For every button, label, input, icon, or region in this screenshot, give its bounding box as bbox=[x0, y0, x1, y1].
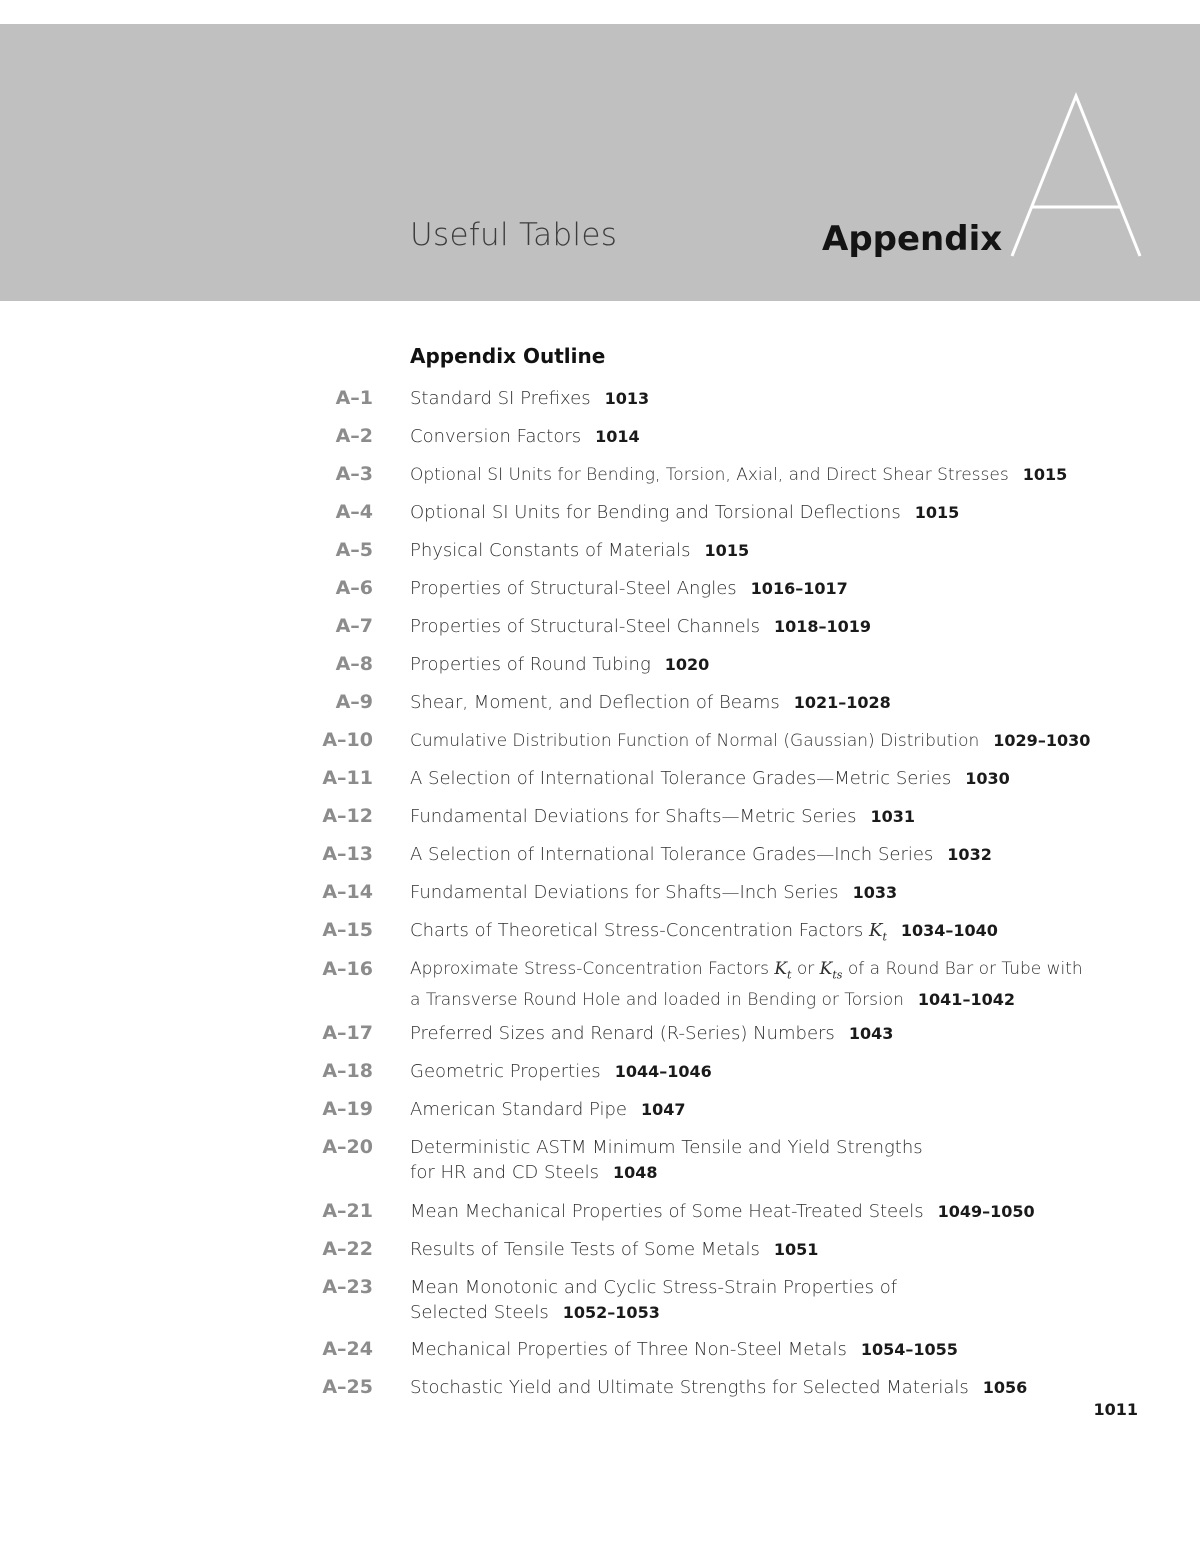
entry-page-ref: 1018–1019 bbox=[773, 617, 872, 636]
entry-title: Preferred Sizes and Renard (R-Series) Numbers 1043 bbox=[410, 1023, 894, 1044]
entry-title: Conversion Factors 1014 bbox=[410, 426, 640, 447]
entry-page-ref: 1016–1017 bbox=[750, 579, 848, 598]
entry-number: A–19 bbox=[322, 1098, 373, 1120]
entry-page-ref: 1031 bbox=[870, 807, 916, 826]
entry-number: A–15 bbox=[322, 919, 373, 941]
entry-page-ref: 1015 bbox=[704, 541, 750, 560]
entry-number: A–10 bbox=[322, 729, 373, 751]
entry-title: Properties of Structural-Steel Channels 1018–1019 bbox=[410, 616, 872, 637]
entry-number: A–1 bbox=[335, 387, 373, 409]
stress-factor-symbol: $K_t$ bbox=[774, 959, 792, 982]
entry-title: Mean Monotonic and Cyclic Stress-Strain Properties of Selected Steels 1052–1053 bbox=[410, 1277, 898, 1323]
entry-number: A–4 bbox=[335, 501, 373, 523]
entry-title: Approximate Stress-Concentration Factors $K_t$ or $K_{ts}$ of a Round Bar or Tube with a Transverse Round Hole and loaded in Bending or Torsion 1041–1042 bbox=[410, 959, 1083, 1011]
appendix-subtitle: Useful Tables bbox=[410, 217, 618, 253]
stress-factor-symbol: $K_t$ bbox=[869, 920, 887, 944]
entry-page-ref: 1054–1055 bbox=[860, 1340, 958, 1359]
entry-page-ref: 1052–1053 bbox=[562, 1303, 660, 1322]
entry-page-ref: 1034–1040 bbox=[900, 921, 998, 940]
entry-title: American Standard Pipe 1047 bbox=[410, 1099, 686, 1120]
entry-number: A–9 bbox=[335, 691, 373, 713]
entry-title: Deterministic ASTM Minimum Tensile and Yield Strengths for HR and CD Steels 1048 bbox=[410, 1137, 923, 1183]
entry-page-ref: 1014 bbox=[595, 427, 640, 446]
entry-page-ref: 1033 bbox=[852, 883, 898, 902]
entry-number: A–20 bbox=[322, 1136, 373, 1158]
entry-page-ref: 1051 bbox=[773, 1240, 819, 1259]
entry-number: A–17 bbox=[322, 1022, 373, 1044]
entry-number: A–7 bbox=[335, 615, 373, 637]
entry-number: A–21 bbox=[322, 1200, 373, 1222]
entry-number: A–6 bbox=[335, 577, 373, 599]
entry-title: Stochastic Yield and Ultimate Strengths for Selected Materials 1056 bbox=[410, 1377, 1028, 1398]
entry-title: Optional SI Units for Bending, Torsion, Axial, and Direct Shear Stresses 1015 bbox=[410, 465, 1068, 485]
entry-page-ref: 1041–1042 bbox=[917, 990, 1015, 1010]
entry-number: A–25 bbox=[322, 1376, 373, 1398]
entry-page-ref: 1047 bbox=[640, 1100, 686, 1119]
page-number: 1011 bbox=[1093, 1400, 1138, 1419]
entry-title: Properties of Round Tubing 1020 bbox=[410, 654, 710, 675]
entry-title: Cumulative Distribution Function of Normal (Gaussian) Distribution 1029–1030 bbox=[410, 731, 1091, 751]
entry-page-ref: 1015 bbox=[1022, 465, 1068, 484]
entry-page-ref: 1032 bbox=[947, 845, 992, 864]
entry-title: Results of Tensile Tests of Some Metals 1051 bbox=[410, 1239, 819, 1260]
entry-page-ref: 1048 bbox=[612, 1163, 658, 1182]
entry-number: A–11 bbox=[322, 767, 373, 789]
entry-page-ref: 1013 bbox=[604, 389, 650, 408]
entry-number: A–2 bbox=[335, 425, 373, 447]
entry-number: A–8 bbox=[335, 653, 373, 675]
appendix-letter-graphic bbox=[1010, 90, 1142, 260]
entry-title: A Selection of International Tolerance Grades—Inch Series 1032 bbox=[410, 844, 992, 865]
entry-title: Fundamental Deviations for Shafts—Metric Series 1031 bbox=[410, 806, 916, 827]
entry-title: Properties of Structural-Steel Angles 1016–1017 bbox=[410, 578, 848, 599]
outline-heading: Appendix Outline bbox=[410, 344, 606, 368]
shear-stress-factor-symbol: $K_{ts}$ bbox=[819, 959, 843, 982]
entry-page-ref: 1030 bbox=[965, 769, 1010, 788]
entry-page-ref: 1015 bbox=[914, 503, 960, 522]
entry-number: A–3 bbox=[335, 463, 373, 485]
entry-title: Shear, Moment, and Deflection of Beams 1021–1028 bbox=[410, 692, 891, 713]
entry-page-ref: 1044–1046 bbox=[614, 1062, 712, 1081]
entry-page-ref: 1056 bbox=[982, 1378, 1028, 1397]
entry-title: A Selection of International Tolerance Grades—Metric Series 1030 bbox=[410, 768, 1010, 789]
entry-title: Mechanical Properties of Three Non-Steel Metals 1054–1055 bbox=[410, 1339, 958, 1360]
entry-page-ref: 1029–1030 bbox=[993, 731, 1091, 750]
entry-number: A–16 bbox=[322, 958, 373, 980]
entry-number: A–5 bbox=[335, 539, 373, 561]
entry-title: Geometric Properties 1044–1046 bbox=[410, 1061, 712, 1082]
entry-page-ref: 1049–1050 bbox=[937, 1202, 1035, 1221]
entry-title: Standard SI Prefixes 1013 bbox=[410, 388, 650, 409]
entry-page-ref: 1043 bbox=[848, 1024, 894, 1043]
entry-number: A–13 bbox=[322, 843, 373, 865]
entry-title: Fundamental Deviations for Shafts—Inch Series 1033 bbox=[410, 882, 898, 903]
entry-title: Physical Constants of Materials 1015 bbox=[410, 540, 750, 561]
entry-number: A–22 bbox=[322, 1238, 373, 1260]
appendix-label: Appendix bbox=[822, 219, 1003, 259]
entry-page-ref: 1021–1028 bbox=[793, 693, 891, 712]
entry-title: Charts of Theoretical Stress-Concentration Factors $K_t$ 1034–1040 bbox=[410, 920, 998, 944]
entry-number: A–18 bbox=[322, 1060, 373, 1082]
entry-page-ref: 1020 bbox=[664, 655, 710, 674]
entry-number: A–12 bbox=[322, 805, 373, 827]
entry-number: A–14 bbox=[322, 881, 373, 903]
entry-number: A–24 bbox=[322, 1338, 373, 1360]
entry-title: Mean Mechanical Properties of Some Heat-Treated Steels 1049–1050 bbox=[410, 1201, 1035, 1222]
entry-number: A–23 bbox=[322, 1276, 373, 1298]
entry-title: Optional SI Units for Bending and Torsional Deflections 1015 bbox=[410, 502, 960, 523]
